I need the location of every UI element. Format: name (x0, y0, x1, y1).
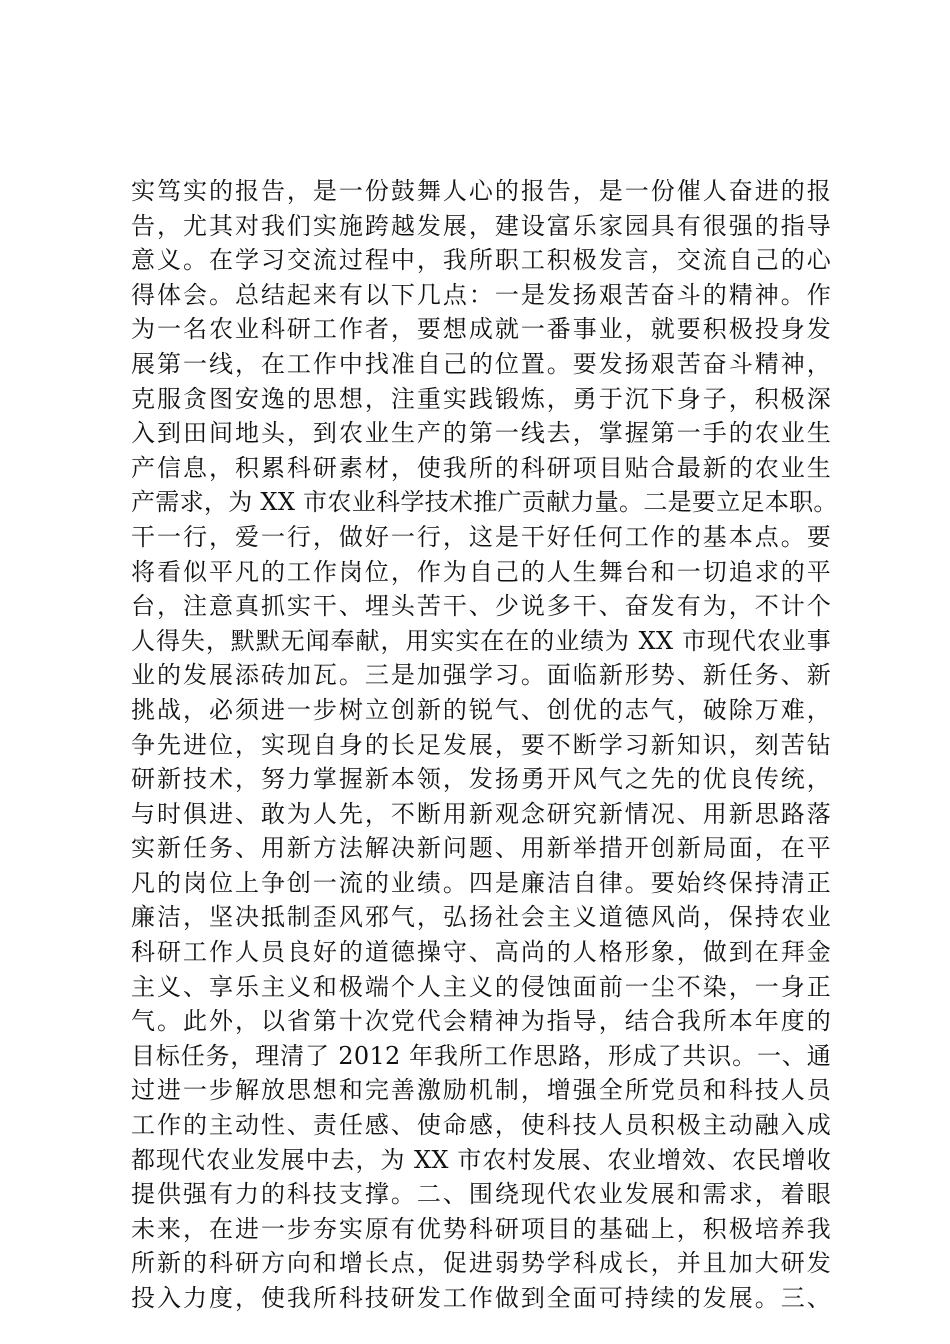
text-line: 都现代农业发展中去，为 XX 市农村发展、农业增效、农民增收 (131, 1145, 831, 1174)
text-line: 争先进位，实现自身的长足发展，要不断学习新知识，刻苦钻 (131, 730, 831, 759)
text-line: 得体会。总结起来有以下几点：一是发扬艰苦奋斗的精神。作 (131, 280, 831, 309)
text-line: 产需求，为 XX 市农业科学技术推广贡献力量。二是要立足本职。 (131, 488, 838, 517)
text-line: 业的发展添砖加瓦。三是加强学习。面临新形势、新任务、新 (131, 661, 831, 690)
text-line: 工作的主动性、责任感、使命感，使科技人员积极主动融入成 (131, 1111, 831, 1140)
text-line: 提供强有力的科技支撑。二、围绕现代农业发展和需求，着眼 (131, 1180, 831, 1209)
text-line: 展第一线，在工作中找准自己的位置。要发扬艰苦奋斗精神， (131, 349, 831, 378)
text-line: 入到田间地头，到农业生产的第一线去，掌握第一手的农业生 (131, 419, 831, 448)
text-line: 挑战，必须进一步树立创新的锐气、创优的志气，破除万难， (131, 695, 831, 724)
text-line: 气。此外，以省第十次党代会精神为指导，结合我所本年度的 (131, 1007, 831, 1036)
text-line: 克服贪图安逸的思想，注重实践锻炼，勇于沉下身子，积极深 (131, 384, 831, 413)
text-line: 告，尤其对我们实施跨越发展，建设富乐家园具有很强的指导 (131, 211, 831, 240)
text-line: 实新任务、用新方法解决新问题、用新举措开创新局面，在平 (131, 834, 831, 863)
text-line: 未来，在进一步夯实原有优势科研项目的基础上，积极培养我 (131, 1214, 831, 1243)
text-line: 目标任务，理清了 2012 年我所工作思路，形成了共识。一、通 (131, 1041, 831, 1070)
text-line: 所新的科研方向和增长点，促进弱势学科成长，并且加大研发 (131, 1249, 831, 1278)
text-line: 投入力度，使我所科技研发工作做到全面可持续的发展。三、 (131, 1284, 831, 1312)
text-line: 过进一步解放思想和完善激励机制，增强全所党员和科技人员 (131, 1076, 831, 1105)
text-line: 为一名农业科研工作者，要想成就一番事业，就要积极投身发 (131, 315, 831, 344)
text-line: 主义、享乐主义和极端个人主义的侵蚀面前一尘不染，一身正 (131, 972, 831, 1001)
text-line: 科研工作人员良好的道德操守、高尚的人格形象，做到在拜金 (131, 938, 831, 967)
text-line: 人得失，默默无闻奉献，用实实在在的业绩为 XX 市现代农业事 (131, 626, 831, 655)
text-line: 凡的岗位上争创一流的业绩。四是廉洁自律。要始终保持清正 (131, 868, 831, 897)
body-text (131, 174, 838, 1316)
text-line: 研新技术，努力掌握新本领，发扬勇开风气之先的优良传统， (131, 765, 831, 794)
text-line: 廉洁，坚决抵制歪风邪气，弘扬社会主义道德风尚，保持农业 (131, 903, 831, 932)
text-line: 意义。在学习交流过程中，我所职工积极发言，交流自己的心 (131, 246, 831, 275)
text-line: 与时俱进、敢为人先，不断用新观念研究新情况、用新思路落 (131, 799, 831, 828)
text-line: 将看似平凡的工作岗位，作为自己的人生舞台和一切追求的平 (131, 557, 831, 586)
text-line: 干一行，爱一行，做好一行，这是干好任何工作的基本点。要 (131, 522, 831, 551)
text-line: 台，注意真抓实干、埋头苦干、少说多干、奋发有为，不计个 (131, 592, 831, 621)
text-line: 实笃实的报告，是一份鼓舞人心的报告，是一份催人奋进的报 (131, 177, 831, 205)
text-line: 产信息，积累科研素材，使我所的科研项目贴合最新的农业生 (131, 453, 831, 482)
